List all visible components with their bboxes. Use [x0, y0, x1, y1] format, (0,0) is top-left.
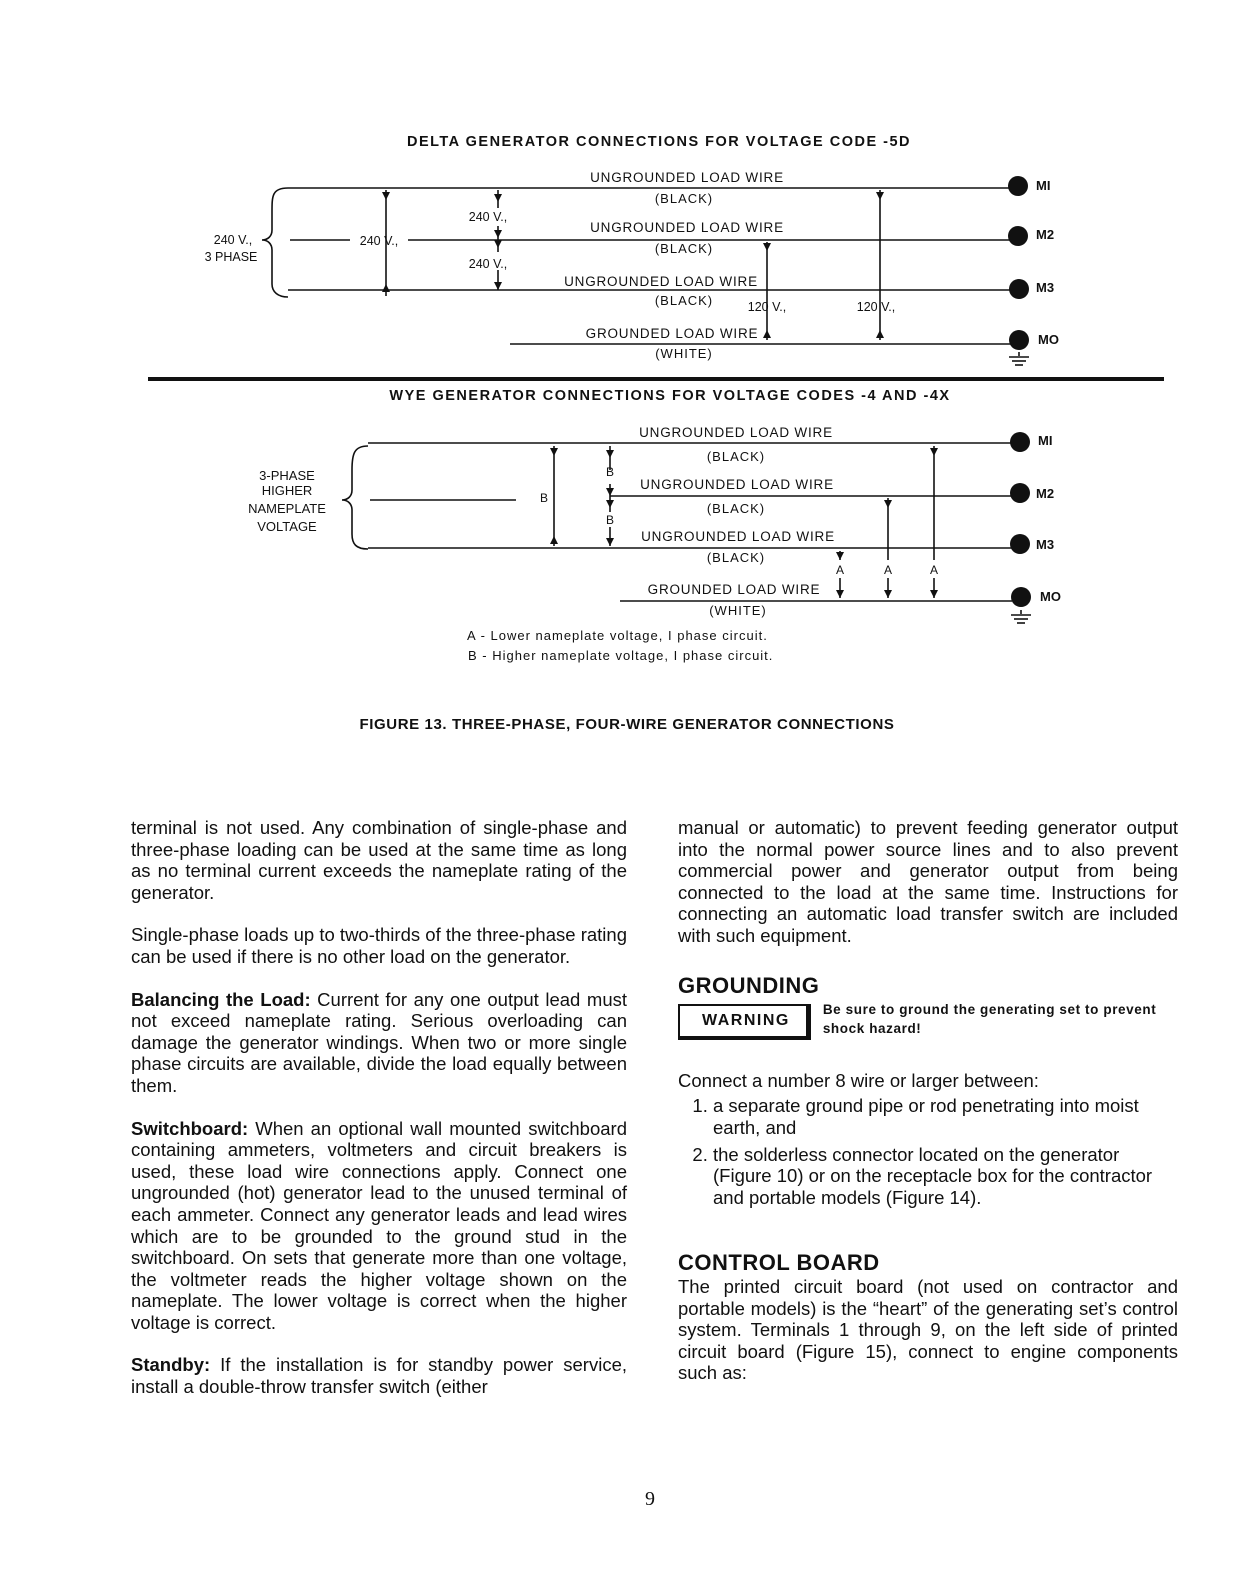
paragraph-terminal-loading: terminal is not used. Any combination of single-phase and three-phase loading can be used at the same time as long as no terminal current exceeds the nameplate rating of the generator.: [131, 817, 627, 903]
switchboard-body: When an optional wall mounted switchboard containing ammeters, voltmeters and circuit breakers is used, these load wire connections apply. Connect one ungrounded (hot) generator lead to the unused terminal of each ammeter. Connect any generator leads and lead wires which are to be grounded to the ground stud in the switchboard. On sets that generate more than one voltage, the voltmeter reads the higher voltage shown on the nameplate. The lower voltage is correct when the higher voltage is correct.: [131, 1117, 627, 1333]
wye-wire-2-label: UNGROUNDED LOAD WIRE: [640, 477, 834, 492]
wye-a-label-3: A: [929, 563, 939, 577]
balancing-load-body: Current for any one output lead must not exceed nameplate rating. Serious overloading can damage the generator windings. When two or more single phase circuits are available, divide the load equally between them.: [131, 988, 627, 1096]
delta-terminal-mo-label: MO: [1038, 332, 1059, 347]
delta-terminal-m2: [1008, 226, 1028, 246]
paragraph-transfer-switch: manual or automatic) to prevent feeding generator output into the normal power source lines and to also prevent commercial power and generator output from being connected to the load at the same time. Instructions for connecting an automatic load transfer switch are included with such equipment.: [678, 817, 1178, 946]
delta-ground-symbol: [1009, 352, 1029, 365]
wye-a-label-1: A: [835, 563, 845, 577]
wye-source-label-3: NAMEPLATE: [248, 501, 326, 516]
wye-terminal-mo-label: MO: [1040, 589, 1061, 604]
wye-terminal-m2: [1010, 483, 1030, 503]
control-board-heading: CONTROL BOARD: [678, 1250, 880, 1276]
delta-terminal-m1: [1008, 176, 1028, 196]
delta-source-phase: 3 PHASE: [204, 250, 258, 264]
delta-source-brace: [262, 188, 288, 297]
delta-terminal-m2-label: M2: [1036, 227, 1055, 242]
wye-source-label-2: HIGHER: [261, 483, 313, 498]
right-column: [678, 817, 1178, 1405]
list-item: 2. the solderless connector located on the generator (Figure 10) or on the receptacle box for the contractor and portable models (Figure 14).: [713, 1144, 1178, 1209]
paragraph-switchboard: [131, 1118, 627, 1334]
standby-body: If the installation is for standby power service, install a double-throw transfer switch (either: [131, 1354, 627, 1398]
delta-120v-label-2: 120 V.,: [856, 300, 896, 314]
wye-wire-2-color: (BLACK): [706, 501, 766, 516]
wye-wire-3-color: (BLACK): [706, 550, 766, 565]
delta-wire-2-color: (BLACK): [654, 241, 714, 256]
paragraph-standby: [131, 1354, 627, 1397]
warning-block: [678, 1004, 1178, 1040]
wye-a-label-2: A: [883, 563, 893, 577]
wye-title: WYE GENERATOR CONNECTIONS FOR VOLTAGE CODES -4 AND -4X: [389, 388, 951, 404]
wye-wire-3-label: UNGROUNDED LOAD WIRE: [641, 529, 835, 544]
delta-mid-voltage: 240 V.,: [359, 234, 399, 248]
wye-terminal-mo: [1011, 587, 1031, 607]
list-item: 1. a separate ground pipe or rod penetrating into moist earth, and: [713, 1095, 1178, 1138]
paragraph-control-board: The printed circuit board (not used on contractor and portable models) is the “heart” of the generating set’s control system. Terminals 1 through 9, on the left side of printed circuit board (Figure 15), connect to engine components such as:: [678, 1275, 1178, 1384]
grounding-heading: GROUNDING: [678, 972, 820, 998]
delta-wire-4-label: GROUNDED LOAD WIRE: [585, 326, 759, 341]
wye-source-label-4: VOLTAGE: [257, 519, 317, 534]
left-column: [131, 817, 627, 1419]
delta-title: DELTA GENERATOR CONNECTIONS FOR VOLTAGE CODE -5D: [406, 134, 912, 150]
delta-terminal-mo: [1009, 330, 1029, 350]
wye-wire-4-color: (WHITE): [709, 603, 767, 618]
wye-source-label-1: 3-PHASE: [259, 468, 315, 483]
wye-b-label-lower: B: [605, 513, 615, 527]
wye-legend-b: B - Higher nameplate voltage, I phase circuit.: [468, 648, 774, 663]
balancing-load-heading: Balancing the Load:: [131, 988, 311, 1010]
wye-b-label-upper: B: [605, 465, 615, 479]
standby-heading: Standby:: [131, 1354, 211, 1376]
delta-source-voltage: 240 V.,: [213, 233, 253, 247]
wye-b-label-main: B: [539, 491, 548, 505]
delta-terminal-m3: [1009, 279, 1029, 299]
page-number: 9: [645, 1488, 655, 1510]
wye-wire-1-color: (BLACK): [706, 449, 766, 464]
delta-wire-1-label: UNGROUNDED LOAD WIRE: [590, 170, 784, 185]
delta-terminal-m1-label: MI: [1036, 178, 1051, 193]
grounding-list: [678, 1095, 1178, 1208]
delta-wire-3-color: (BLACK): [654, 293, 714, 308]
delta-terminal-m3-label: M3: [1036, 280, 1055, 295]
delta-wire-3-label: UNGROUNDED LOAD WIRE: [564, 274, 758, 289]
wye-terminal-m3: [1010, 534, 1030, 554]
delta-wire-4-color: (WHITE): [655, 346, 713, 361]
delta-wire-2-label: UNGROUNDED LOAD WIRE: [590, 220, 784, 235]
switchboard-heading: Switchboard:: [131, 1117, 249, 1139]
paragraph-single-phase: Single-phase loads up to two-thirds of the three-phase rating can be used if there is no other load on the generator.: [131, 924, 627, 967]
wye-terminal-m1-label: MI: [1038, 433, 1053, 448]
delta-120v-label-1: 120 V.,: [747, 300, 787, 314]
paragraph-ground-wire: Connect a number 8 wire or larger between:: [678, 1069, 1039, 1091]
paragraph-balancing-load: [131, 989, 627, 1097]
wye-terminal-m3-label: M3: [1036, 537, 1055, 552]
wye-terminal-m1: [1010, 432, 1030, 452]
delta-wire-1-color: (BLACK): [654, 191, 714, 206]
wye-wire-4-label: GROUNDED LOAD WIRE: [647, 582, 821, 597]
wye-source-brace: [342, 446, 368, 549]
wye-wire-1-label: UNGROUNDED LOAD WIRE: [639, 425, 833, 440]
section-divider: [148, 377, 1164, 381]
figure-caption: FIGURE 13. THREE-PHASE, FOUR-WIRE GENERATOR CONNECTIONS: [359, 716, 895, 733]
warning-label: WARNING: [678, 1004, 811, 1040]
warning-text: Be sure to ground the generating set to prevent shock hazard!: [822, 1002, 1157, 1037]
wye-ground-symbol: [1011, 610, 1031, 623]
wye-terminal-m2-label: M2: [1036, 486, 1055, 501]
figure-13: [0, 0, 1254, 760]
delta-v-label-1: 240 V.,: [468, 210, 508, 224]
delta-v-label-2: 240 V.,: [468, 257, 508, 271]
wiring-diagram: [0, 0, 1254, 710]
wye-legend-a: A - Lower nameplate voltage, I phase circuit.: [467, 628, 768, 643]
